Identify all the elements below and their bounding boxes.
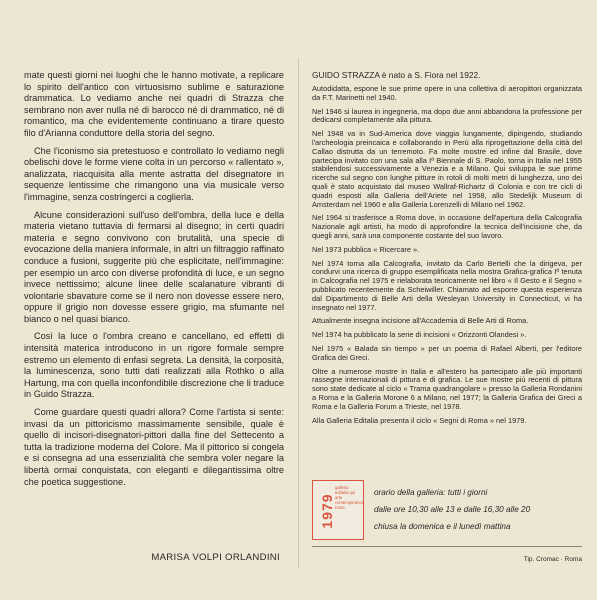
logo-year: 1979	[319, 493, 335, 529]
essay-column	[24, 70, 284, 494]
biography-paragraph: Oltre a numerose mostre in Italia e all'estero ha partecipato alle più importanti rassegne internazionali di pittura e di grafica. Le sue mostre più recenti di pittura sono state dedicate al ciclo « Trama quadrangolare » presso la Galleria Rondanini a Roma e la Galleria Morone 6 a Milano, nel 1977; la Galleria Grafica dei Greci a Roma e la Galleria Forum a Trieste, nel 1978.	[312, 366, 582, 411]
printer-credit: Tip. Cromac · Roma	[523, 556, 582, 563]
biography-paragraph: Nel 1948 va in Sud-America dove viaggia lungamente, dipingendo, studiando l'archeologia preincaica e collaborando in Perù alla riprogettazione della città del Callao distrutta da un terremoto. Fa molte mostre ed infine dal Brasile, dove partecipa invitato con una sala alla Iª Biennale di S. Paolo, torna in Italia nel 1955 stabilendosi successivamente a Venezia e a Milano. Qui sviluppa le sue prime ricerche sul segno con lunghe pitture in rotoli di molti metri di lunghezza, uno dei quali è stato acquistato dal museo Wallraf-Richartz di Colonia e con tre cicli di quadri esposti alla Galleria dell'Ariete nel 1958, allo Stedelijk Museum di Amsterdam nel 1960 e alla Galleria Lorenzelli di Milano nel 1962.	[312, 129, 582, 209]
logo-text: galleria editalia qui arte contemporanea roma	[335, 485, 365, 510]
biography-column	[312, 70, 582, 430]
gallery-logo	[312, 480, 364, 540]
column-divider	[298, 58, 299, 568]
biography-paragraph: Autodidatta, espone le sue prime opere in una collettiva di aeropittori organizzata da F.T. Marinetti nel 1940.	[312, 84, 582, 102]
biography-paragraph: Nel 1974 ha pubblicato la serie di incisioni « Orizzonti Olandesi ».	[312, 330, 527, 340]
biography-paragraph: Nel 1973 pubblica « Ricercare ».	[312, 244, 420, 254]
biography-heading: GUIDO STRAZZA è nato a S. Fiora nel 1922.	[312, 70, 481, 80]
hours-line: dalle ore 10,30 alle 13 e dalle 16,30 alle 20	[374, 505, 531, 514]
essay-paragraph: Così la luce o l'ombra creano e cancellano, ed effetti di intensità materica introducono in un rigore formale sempre estremo un elemento di enfasi segreta. La densità, la corposità, la luminescenza, sono tutti dati realizzati alla Rothko o alla Hartung, ma con quella inconfondibile discrezione che li traduce in Guido Strazza.	[24, 331, 284, 400]
essay-paragraph: mate questi giorni nei luoghi che le hanno motivate, a replicare lo spirito dell'antico con virtuosismo sublime e saturazione drammatica. Lo vediamo anche nei quadri di Strazza che sembrano non aver nulla né di barocco né di drammatico, né di romantico, ma che evidentemente continuano a tirare questo filo d'Arianna conduttore della storia del segno.	[24, 70, 284, 138]
essay-paragraph: Come guardare questi quadri allora? Come l'artista si sente: invasi da un pittoricismo massimamente sensibile, quale è quello di incisori-disegnatori-pittori dalla fine del Settecento a tutta la tradizione moderna del Colore. Ma il pittorico si congela e si consegna ad una essenzialità che sembra voler negare la libertà ormai conquistata, con eleganti e dilegantissima oltre che poetica suggestione.	[24, 407, 284, 487]
hours-line: chiusa la domenica e il lunedì mattina	[374, 522, 511, 531]
biography-paragraph: Attualmente insegna incisione all'Accademia di Belle Arti di Roma.	[312, 316, 529, 326]
biography-paragraph: Nel 1946 si laurea in ingegneria, ma dopo due anni abbandona la professione per dedicarsi completamente alla pittura.	[312, 106, 582, 125]
hours-line: orario della galleria: tutti i giorni	[374, 488, 488, 497]
opening-hours	[374, 484, 584, 535]
essay-paragraph: Alcune considerazioni sull'uso dell'ombra, della luce e della materia vietano tuttavia di fermarsi al disegno; in certi quadri materia e segno convivono con brutalità, una specie di evocazione della maniera informale, in altri un filtraggio raffinato conduce a fusioni, suggerite più che esplicitate, nell'immagine: per esempio un arco con diverse profondità di luce, e un segno invece nettissimo; alcune linee delle scalanature vibranti di volontarie sbavature come se il nero non dovesse essere nero, oppure il grigio non dovesse essere grigio, ma sfumante nel bianco o nel quasi bianco.	[24, 209, 284, 324]
author-signature: MARISA VOLPI ORLANDINI	[151, 552, 280, 563]
gallery-info-box	[312, 480, 582, 538]
biography-paragraph: Nel 1964 si trasferisce a Roma dove, in occasione dell'apertura della Calcografia Nazionale agli artisti, ha modo di approfondire la tecnica dell'incisione che, da quegli anni, sarà una componente costante del suo lavoro.	[312, 213, 582, 240]
essay-paragraph: Che l'iconismo sia pretestuoso e controllato lo vediamo negli obelischi dove le forme viene colta in un percorso « rallentato », analizzata, riacquisita alla mente astratta del disegnatore in sequenze lentissime che rimangono una via musicale verso l'immagine, senza costringerci a coglierla.	[24, 145, 284, 202]
biography-paragraph: Nel 1974 torna alla Calcografia, invitato da Carlo Bertelli che la dirigeva, per condurvi una ricerca di gruppo esemplificata nella mostra Grafica-grafica Iª tenuta in Calcografia nel 1975 e rielaborata teoricamente nel libro « Il Gesto e il Segno » pubblicato recentemente da Scheiwiller. Chiamato ad esporre questa esperienza dal Dipartimento di Belle Arti della Wesleyan University in Connecticut, vi ha insegnato nel 1977.	[312, 258, 582, 312]
biography-paragraph: Nel 1975 « Balada sin tiempo » per un poema di Rafael Alberti, per l'editore Grafica dei Greci.	[312, 343, 582, 362]
footer-rule	[312, 546, 582, 547]
biography-paragraph: Alla Galleria Editalia presenta il ciclo « Segni di Roma » nel 1979.	[312, 415, 527, 425]
